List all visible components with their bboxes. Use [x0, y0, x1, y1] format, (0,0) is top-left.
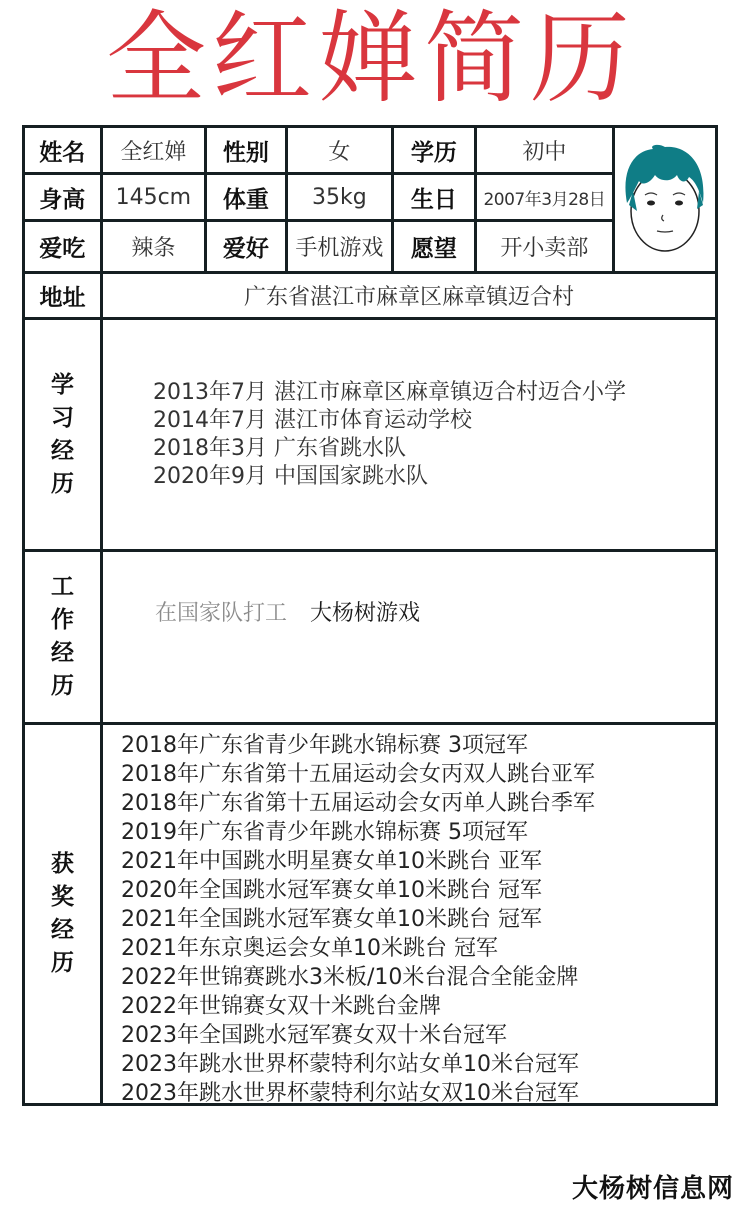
education-list [103, 320, 715, 549]
birthday-value: 2007年3月28日 [483, 189, 606, 210]
weight-label: 体重 [207, 175, 288, 219]
height-label: 身高 [25, 175, 103, 219]
education-level-value: 初中 [522, 139, 567, 165]
list-item: 2018年3月 广东省跳水队 [153, 435, 406, 461]
education-section [25, 320, 715, 552]
awards-label: 获 奖 经 历 [25, 725, 103, 1103]
work-text: 在国家队打工 大杨树游戏 [155, 601, 421, 626]
list-item: 2023年跳水世界杯蒙特利尔站女单10米台冠军 [121, 1052, 579, 1077]
basic-info-row [25, 128, 612, 175]
list-item: 2018年广东省青少年跳水锦标赛 3项冠军 [121, 733, 528, 758]
work-content [103, 552, 715, 722]
awards-section [25, 725, 715, 1106]
address-label: 地址 [25, 274, 103, 317]
cartoon-face-icon [619, 141, 711, 259]
list-item: 2019年广东省青少年跳水锦标赛 5项冠军 [121, 820, 528, 845]
list-item: 2020年全国跳水冠军赛女单10米跳台 冠军 [121, 878, 542, 903]
wish-value: 开小卖部 [500, 236, 589, 261]
list-item: 2023年跳水世界杯蒙特利尔站女双10米台冠军 [121, 1081, 579, 1106]
basic-info-section [25, 128, 715, 274]
gender-value: 女 [288, 128, 394, 172]
watermark-overlay: 大杨树游戏 [310, 601, 421, 626]
wish-label: 愿望 [394, 222, 477, 271]
hobby-label: 爱好 [207, 222, 288, 271]
basic-info-row [25, 222, 612, 271]
basic-info-row [25, 175, 612, 222]
list-item: 2021年全国跳水冠军赛女单10米跳台 冠军 [121, 907, 542, 932]
birthday-label: 生日 [394, 175, 477, 219]
list-item: 2018年广东省第十五届运动会女丙单人跳台季军 [121, 791, 595, 816]
hobby-value: 手机游戏 [288, 222, 394, 271]
name-label: 姓名 [25, 128, 103, 172]
education-level-label: 学历 [394, 128, 477, 172]
height-value: 145cm [103, 175, 207, 219]
work-label: 工 作 经 历 [25, 552, 103, 722]
avatar [615, 128, 715, 271]
list-item: 2023年全国跳水冠军赛女双十米台冠军 [121, 1023, 507, 1048]
list-item: 2020年9月 中国国家跳水队 [153, 463, 428, 489]
work-section [25, 552, 715, 725]
resume-table [22, 125, 718, 1106]
address-row [25, 274, 715, 320]
list-item: 2021年中国跳水明星赛女单10米跳台 亚军 [121, 849, 542, 874]
favorite-food-value: 辣条 [103, 222, 207, 271]
name-value: 全红婵 [103, 128, 207, 172]
list-item: 2022年世锦赛跳水3米板/10米台混合全能金牌 [121, 965, 579, 990]
list-item: 2014年7月 湛江市体育运动学校 [153, 407, 472, 433]
weight-value: 35kg [288, 175, 394, 219]
awards-list [103, 725, 715, 1106]
gender-label: 性别 [207, 128, 288, 172]
resume-title: 全红婵简历 [106, 0, 636, 117]
address-value: 广东省湛江市麻章区麻章镇迈合村 [243, 285, 574, 310]
list-item: 2021年东京奥运会女单10米跳台 冠军 [121, 936, 498, 961]
favorite-food-label: 爱吃 [25, 222, 103, 271]
footer-watermark: 大杨树信息网 [571, 1174, 734, 1204]
education-label: 学 习 经 历 [25, 320, 103, 549]
list-item: 2018年广东省第十五届运动会女丙双人跳台亚军 [121, 762, 595, 787]
list-item: 2022年世锦赛女双十米跳台金牌 [121, 994, 441, 1019]
list-item: 2013年7月 湛江市麻章区麻章镇迈合村迈合小学 [153, 379, 626, 405]
